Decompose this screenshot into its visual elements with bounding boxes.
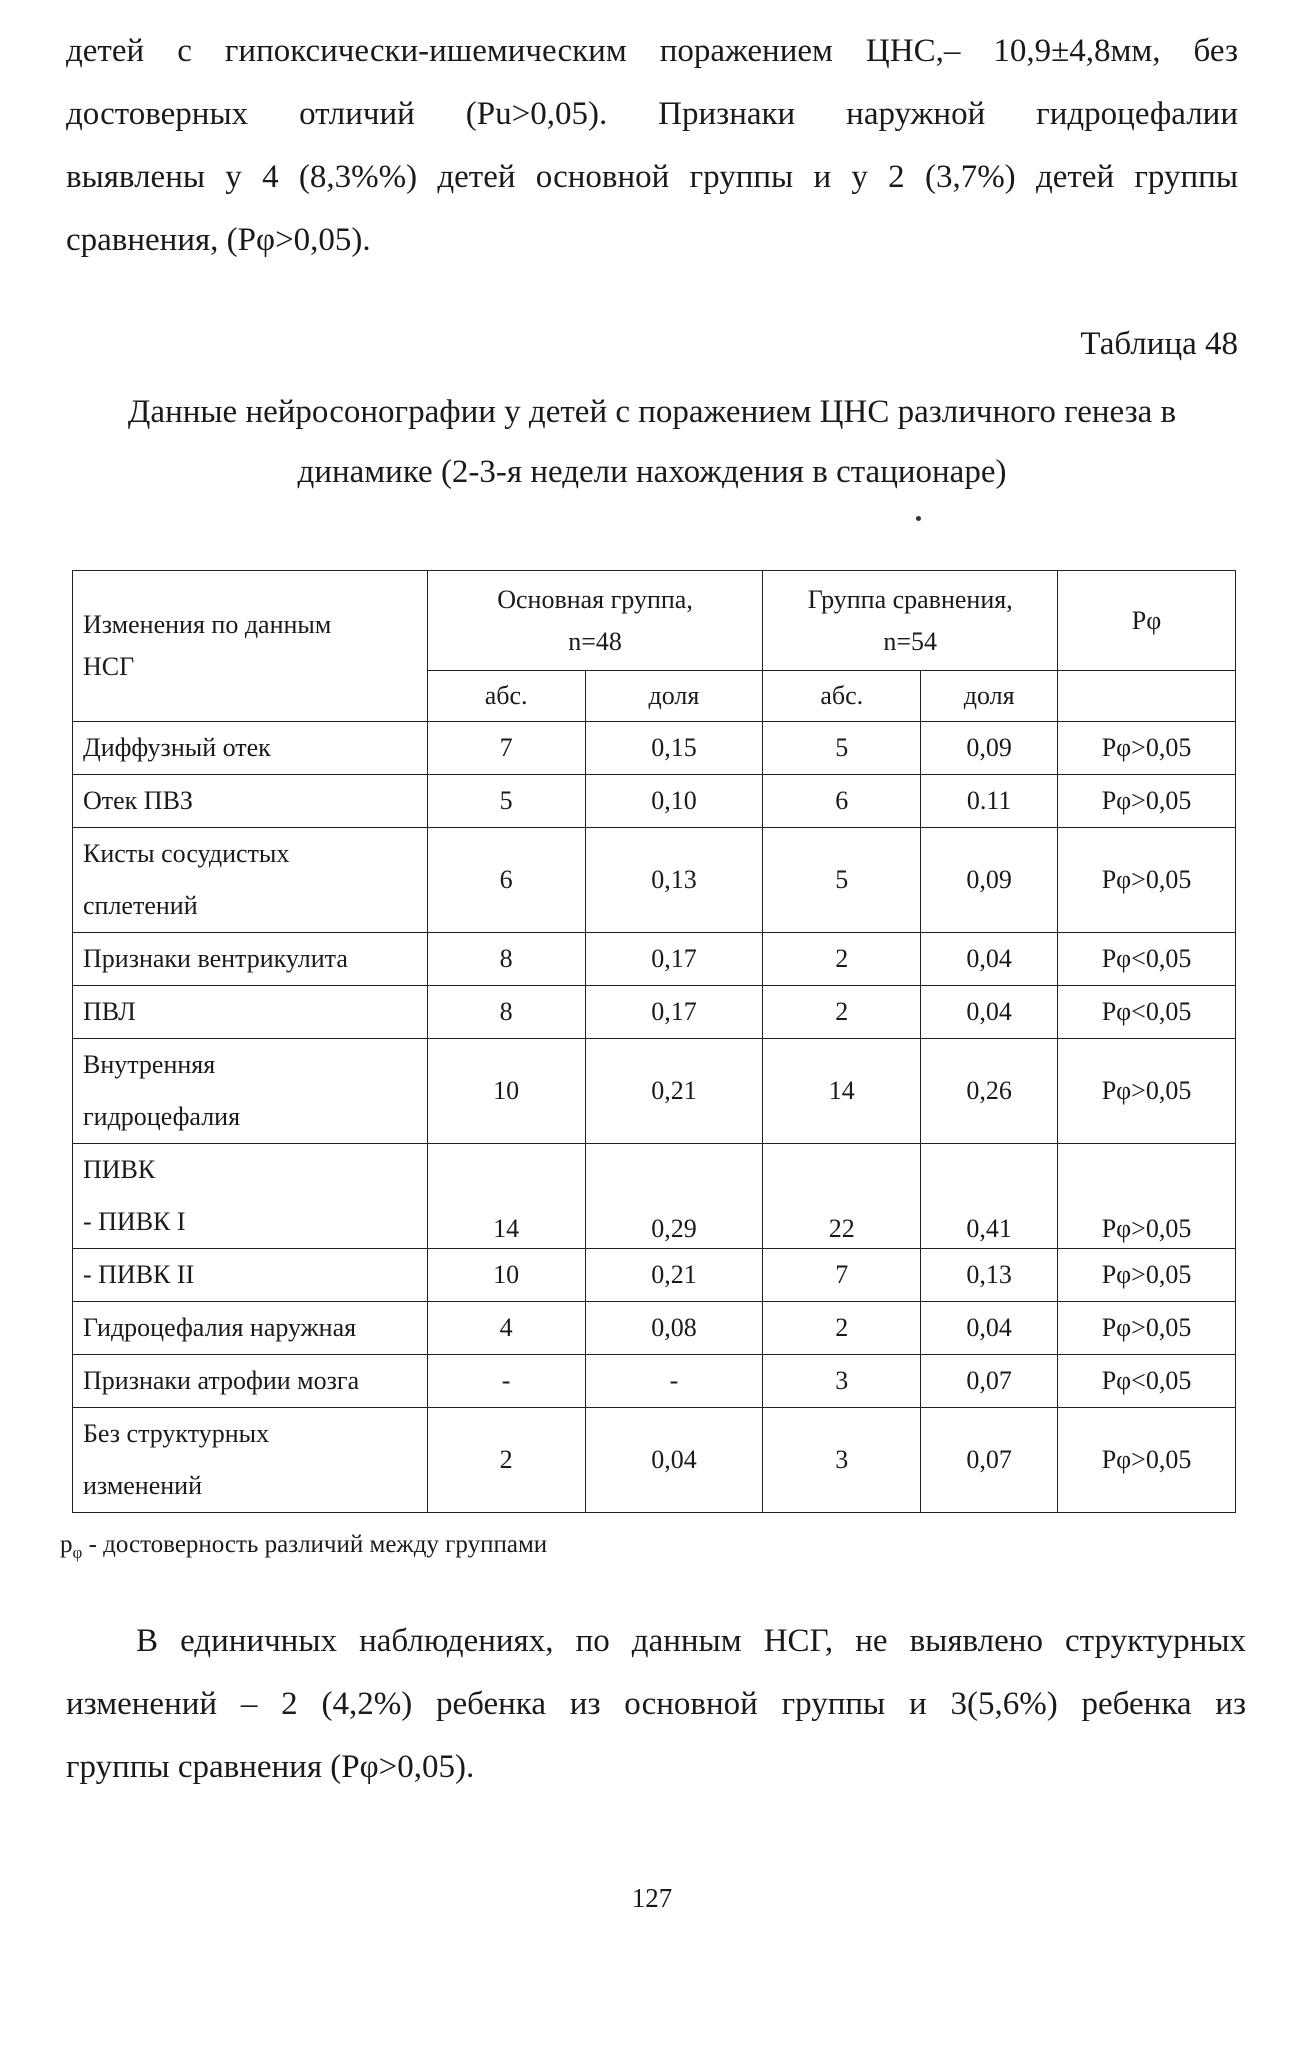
- cell-share: 0,09: [921, 828, 1058, 933]
- row-label-line: сплетений: [83, 891, 198, 920]
- cell-abs: 4: [427, 1302, 585, 1355]
- paragraph-bottom: [66, 1610, 1246, 1799]
- table-row: [73, 933, 1236, 986]
- subheader-share: доля: [585, 671, 763, 722]
- row-label-line: изменений: [83, 1471, 203, 1500]
- paragraph-line: В единичных наблюдениях, по данным НСГ, не выявлено структурных: [136, 1623, 1246, 1659]
- table-row: [73, 986, 1236, 1039]
- cell-share: 0,17: [585, 986, 763, 1039]
- footnote-subscript: φ: [72, 1543, 83, 1562]
- footnote-symbol: р: [60, 1531, 73, 1558]
- header-text: Изменения по данным: [83, 610, 332, 639]
- row-label: Признаки атрофии мозга: [73, 1355, 428, 1408]
- cell-p: Pφ>0,05: [1058, 1039, 1236, 1144]
- cell-abs: 6: [763, 775, 921, 828]
- table-caption: [40, 382, 1264, 502]
- header-text: n=48: [568, 626, 622, 656]
- cell-abs: 2: [763, 1302, 921, 1355]
- row-label-line: Без структурных: [83, 1419, 270, 1448]
- cell-abs: 8: [427, 986, 585, 1039]
- cell-share: 0,41: [921, 1144, 1058, 1249]
- table-row: [73, 1144, 1236, 1249]
- table-header-row: [73, 571, 1236, 671]
- cell-p: Pφ>0,05: [1058, 1144, 1236, 1249]
- cell-share: 0,13: [921, 1249, 1058, 1302]
- header-comparison-group: [763, 571, 1058, 671]
- row-label-line: ПИВК: [83, 1155, 156, 1184]
- table-footnote: [60, 1528, 547, 1570]
- table-row: [73, 775, 1236, 828]
- cell-abs: 2: [763, 933, 921, 986]
- header-changes: [73, 571, 428, 722]
- cell-abs: 8: [427, 933, 585, 986]
- paragraph-line: достоверных отличий (Pu>0,05). Признаки наружной гидроцефалии: [66, 96, 1238, 132]
- cell-share: -: [585, 1355, 763, 1408]
- cell-abs: 3: [763, 1355, 921, 1408]
- paragraph-line: изменений – 2 (4,2%) ребенка из основной группы и 3(5,6%) ребенка из: [66, 1686, 1246, 1722]
- cell-abs: 5: [427, 775, 585, 828]
- cell-abs: 2: [763, 986, 921, 1039]
- cell-share: 0,04: [921, 986, 1058, 1039]
- cell-share: 0,09: [921, 722, 1058, 775]
- cell-abs: 6: [427, 828, 585, 933]
- cell-abs: 5: [763, 722, 921, 775]
- cell-share: 0,21: [585, 1249, 763, 1302]
- cell-share: 0.11: [921, 775, 1058, 828]
- cell-abs: 10: [427, 1039, 585, 1144]
- cell-abs: 5: [763, 828, 921, 933]
- cell-abs: 10: [427, 1249, 585, 1302]
- cell-share: 0,04: [921, 1302, 1058, 1355]
- cell-p: Pφ<0,05: [1058, 1355, 1236, 1408]
- row-label: ПВЛ: [73, 986, 428, 1039]
- cell-p: Pφ>0,05: [1058, 722, 1236, 775]
- cell-abs: 7: [427, 722, 585, 775]
- paragraph-line: группы сравнения (Pφ>0,05).: [66, 1749, 475, 1785]
- header-p: [1058, 571, 1236, 671]
- cell-abs: 7: [763, 1249, 921, 1302]
- cell-share: 0,15: [585, 722, 763, 775]
- cell-share: 0,08: [585, 1302, 763, 1355]
- table-row: [73, 1355, 1236, 1408]
- row-label: [73, 1144, 428, 1249]
- cell-abs: 2: [427, 1408, 585, 1513]
- row-label: Гидроцефалия наружная: [73, 1302, 428, 1355]
- table-row: [73, 1249, 1236, 1302]
- row-label-line: Внутренняя: [83, 1050, 216, 1079]
- row-label: [73, 828, 428, 933]
- header-main-group: [427, 571, 763, 671]
- header-text: НСГ: [83, 652, 135, 681]
- cell-share: 0,21: [585, 1039, 763, 1144]
- table-row: [73, 828, 1236, 933]
- cell-share: 0,29: [585, 1144, 763, 1249]
- row-label-line: гидроцефалия: [83, 1102, 241, 1131]
- row-label: [73, 1408, 428, 1513]
- cell-p: Pφ>0,05: [1058, 775, 1236, 828]
- cell-abs: -: [427, 1355, 585, 1408]
- paragraph-line: выявлены у 4 (8,3%%) детей основной группы и у 2 (3,7%) детей группы: [66, 159, 1238, 195]
- header-text: Pφ: [1131, 605, 1162, 635]
- row-label: Признаки вентрикулита: [73, 933, 428, 986]
- paragraph-top: [66, 20, 1238, 272]
- cell-abs: 22: [763, 1144, 921, 1249]
- footnote-text: - достоверность различий между группами: [82, 1531, 548, 1558]
- cell-abs: 14: [763, 1039, 921, 1144]
- caption-line: Данные нейросонографии у детей с поражением ЦНС различного генеза в: [127, 394, 1177, 430]
- page-number: 127: [631, 1883, 673, 1913]
- cell-share: 0,13: [585, 828, 763, 933]
- cell-share: 0,07: [921, 1355, 1058, 1408]
- subheader-share: доля: [921, 671, 1058, 722]
- row-label: [73, 1039, 428, 1144]
- cell-share: 0,10: [585, 775, 763, 828]
- caption-line: динамике (2-3-я недели нахождения в стационаре): [297, 454, 1007, 490]
- paragraph-line: детей с гипоксически-ишемическим поражением ЦНС,– 10,9±4,8мм, без: [66, 33, 1238, 69]
- row-label: - ПИВК II: [73, 1249, 428, 1302]
- subheader-empty: [1058, 671, 1236, 722]
- header-text: n=54: [883, 626, 938, 656]
- row-label-line: Кисты сосудистых: [83, 839, 290, 868]
- cell-share: 0,04: [921, 933, 1058, 986]
- subheader-abs: абс.: [763, 671, 921, 722]
- cell-share: 0,04: [585, 1408, 763, 1513]
- row-label-line: - ПИВК I: [83, 1207, 186, 1236]
- cell-share: 0,17: [585, 933, 763, 986]
- paragraph-line: сравнения, (Pφ>0,05).: [66, 222, 371, 258]
- scan-speck: [916, 516, 921, 521]
- table-row: [73, 1408, 1236, 1513]
- cell-share: 0,07: [921, 1408, 1058, 1513]
- row-label: Диффузный отек: [73, 722, 428, 775]
- cell-abs: 14: [427, 1144, 585, 1249]
- header-text: Группа сравнения,: [807, 584, 1013, 614]
- row-label: Отек ПВЗ: [73, 775, 428, 828]
- table-row: [73, 722, 1236, 775]
- cell-abs: 3: [763, 1408, 921, 1513]
- subheader-abs: абс.: [427, 671, 585, 722]
- header-text: Основная группа,: [497, 584, 693, 614]
- cell-p: Pφ>0,05: [1058, 1302, 1236, 1355]
- table-row: [73, 1302, 1236, 1355]
- cell-p: Pφ>0,05: [1058, 828, 1236, 933]
- nsg-data-table: [72, 570, 1236, 1513]
- table-row: [73, 1039, 1236, 1144]
- cell-p: Pφ<0,05: [1058, 933, 1236, 986]
- cell-p: Pφ>0,05: [1058, 1408, 1236, 1513]
- cell-p: Pφ>0,05: [1058, 1249, 1236, 1302]
- cell-p: Pφ<0,05: [1058, 986, 1236, 1039]
- table-number: Таблица 48: [1080, 326, 1238, 362]
- cell-share: 0,26: [921, 1039, 1058, 1144]
